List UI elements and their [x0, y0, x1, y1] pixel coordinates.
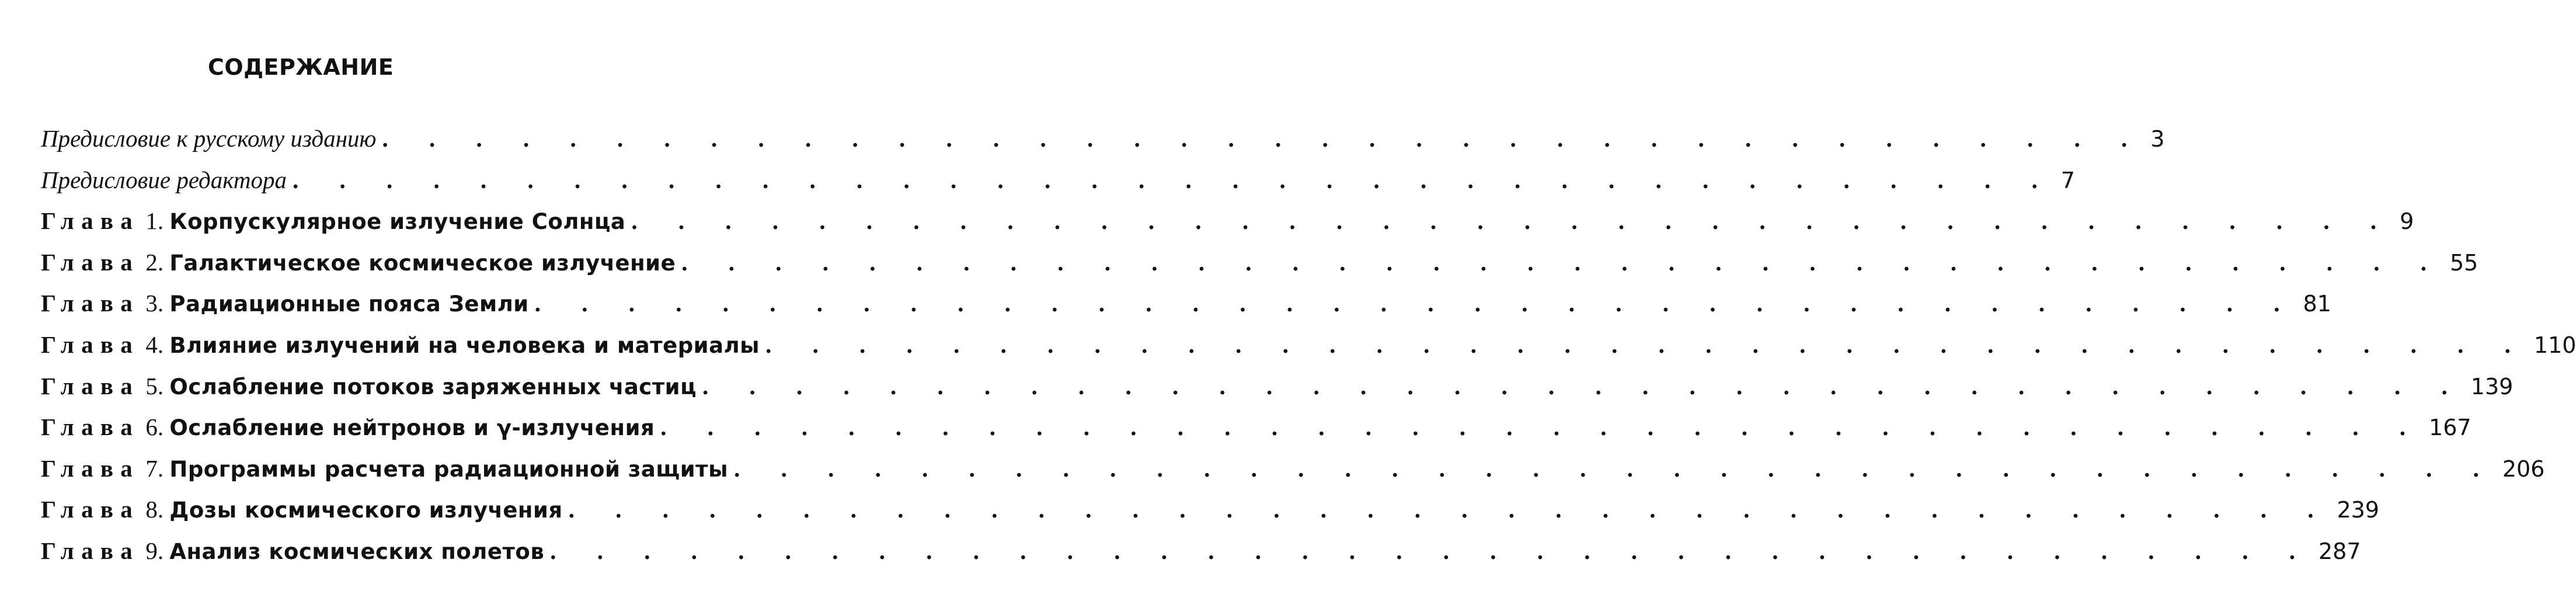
toc-entry-preface-editor	[41, 166, 2075, 207]
chapter-title: Галактическое космическое излучение	[169, 250, 676, 276]
page-number: 110	[2533, 332, 2576, 358]
toc-entry-chapter-3	[41, 289, 2331, 331]
chapter-label: Глава	[41, 331, 140, 358]
page-number: 206	[2502, 456, 2545, 482]
chapter-heading	[41, 454, 728, 482]
chapter-title: Радиационные пояса Земли	[169, 291, 529, 317]
table-of-contents	[41, 124, 2576, 578]
dot-leader: . . . . . . . . . . . . . . . . . . . . . . . . . . . . . . . . . . . . . .	[765, 331, 2528, 358]
page-number: 167	[2429, 415, 2471, 441]
chapter-heading	[41, 207, 625, 235]
chapter-number: 9.	[145, 537, 164, 564]
page-number: 287	[2318, 538, 2361, 564]
page-number: 139	[2470, 373, 2514, 399]
chapter-heading	[41, 289, 529, 317]
chapter-heading	[41, 248, 676, 276]
toc-entry-chapter-8	[41, 495, 2379, 537]
page-number: 3	[2150, 126, 2165, 152]
dot-leader: . . . . . . . . . . . . . . . . . . . . . . . . . . . . . . . . . . . . . .	[660, 414, 2424, 441]
chapter-heading	[41, 331, 760, 359]
chapter-number: 2.	[145, 248, 164, 276]
page-number: 81	[2303, 291, 2331, 317]
entry-title: Предисловие редактора	[41, 166, 287, 193]
chapter-label: Глава	[41, 372, 140, 399]
toc-entry-chapter-1	[41, 207, 2414, 248]
toc-entry-chapter-6	[41, 413, 2471, 454]
dot-leader: . . . . . . . . . . . . . . . . . . . . . . . . . . . . . . . . . . . . . .	[734, 454, 2497, 482]
entry-title: Предисловие к русскому изданию	[41, 125, 377, 152]
dot-leader: . . . . . . . . . . . . . . . . . . . . . . . . . . . . . . . . . . . . . .	[568, 496, 2331, 523]
chapter-label: Глава	[41, 248, 140, 276]
chapter-label: Глава	[41, 290, 140, 317]
dot-leader: . . . . . . . . . . . . . . . . . . . . . . . . . . . . . . . . . . . . . .	[631, 207, 2394, 235]
page-number: 7	[2060, 167, 2075, 193]
chapter-title: Анализ космических полетов	[169, 539, 545, 564]
page-number: 9	[2400, 209, 2414, 235]
chapter-number: 5.	[145, 372, 164, 399]
toc-entry-chapter-5	[41, 372, 2514, 414]
toc-entry-preface-russian	[41, 124, 2165, 166]
toc-entry-chapter-4	[41, 331, 2576, 372]
dot-leader: . . . . . . . . . . . . . . . . . . . . . . . . . . . . . . . . . . . . . .	[534, 290, 2297, 317]
chapter-label: Глава	[41, 496, 140, 523]
chapter-title: Влияние излучений на человека и материалы	[169, 332, 760, 358]
dot-leader: . . . . . . . . . . . . . . . . . . . . . . . . . . . . . . . . . . . . . .	[681, 248, 2444, 276]
chapter-label: Глава	[41, 414, 140, 441]
toc-entry-chapter-7	[41, 454, 2545, 496]
dot-leader: . . . . . . . . . . . . . . . . . . . . . . . . . . . . . . . . . . . . . .	[293, 166, 2055, 193]
chapter-label: Глава	[41, 454, 140, 482]
chapter-label: Глава	[41, 537, 140, 564]
dot-leader: . . . . . . . . . . . . . . . . . . . . . . . . . . . . . . . . . . . . . .	[702, 372, 2465, 399]
chapter-title: Ослабление потоков заряженных частиц	[169, 374, 697, 399]
toc-entry-chapter-2	[41, 248, 2478, 290]
chapter-title: Корпускулярное излучение Солнца	[169, 209, 626, 235]
chapter-title: Дозы космического излучения	[169, 498, 563, 523]
dot-leader: . . . . . . . . . . . . . . . . . . . . . . . . . . . . . . . . . . . . . .	[550, 537, 2313, 564]
chapter-heading	[41, 413, 655, 441]
chapter-number: 1.	[145, 207, 164, 235]
chapter-number: 3.	[145, 290, 164, 317]
chapter-number: 8.	[145, 496, 164, 523]
chapter-number: 7.	[145, 454, 164, 482]
chapter-number: 4.	[145, 331, 164, 358]
chapter-heading	[41, 495, 563, 523]
chapter-heading	[41, 537, 544, 565]
chapter-title: Ослабление нейтронов и γ-излучения	[169, 415, 655, 441]
chapter-number: 6.	[145, 414, 164, 441]
page-number: 239	[2337, 497, 2379, 523]
dot-leader: . . . . . . . . . . . . . . . . . . . . . . . . . . . . . . . . . . . . . .	[382, 125, 2145, 152]
toc-entry-chapter-9	[41, 537, 2361, 578]
chapter-title: Программы расчета радиационной защиты	[169, 456, 729, 482]
chapter-heading	[41, 372, 697, 400]
page-title: СОДЕРЖАНИЕ	[208, 54, 394, 80]
chapter-label: Глава	[41, 207, 140, 235]
page-number: 55	[2449, 249, 2478, 276]
